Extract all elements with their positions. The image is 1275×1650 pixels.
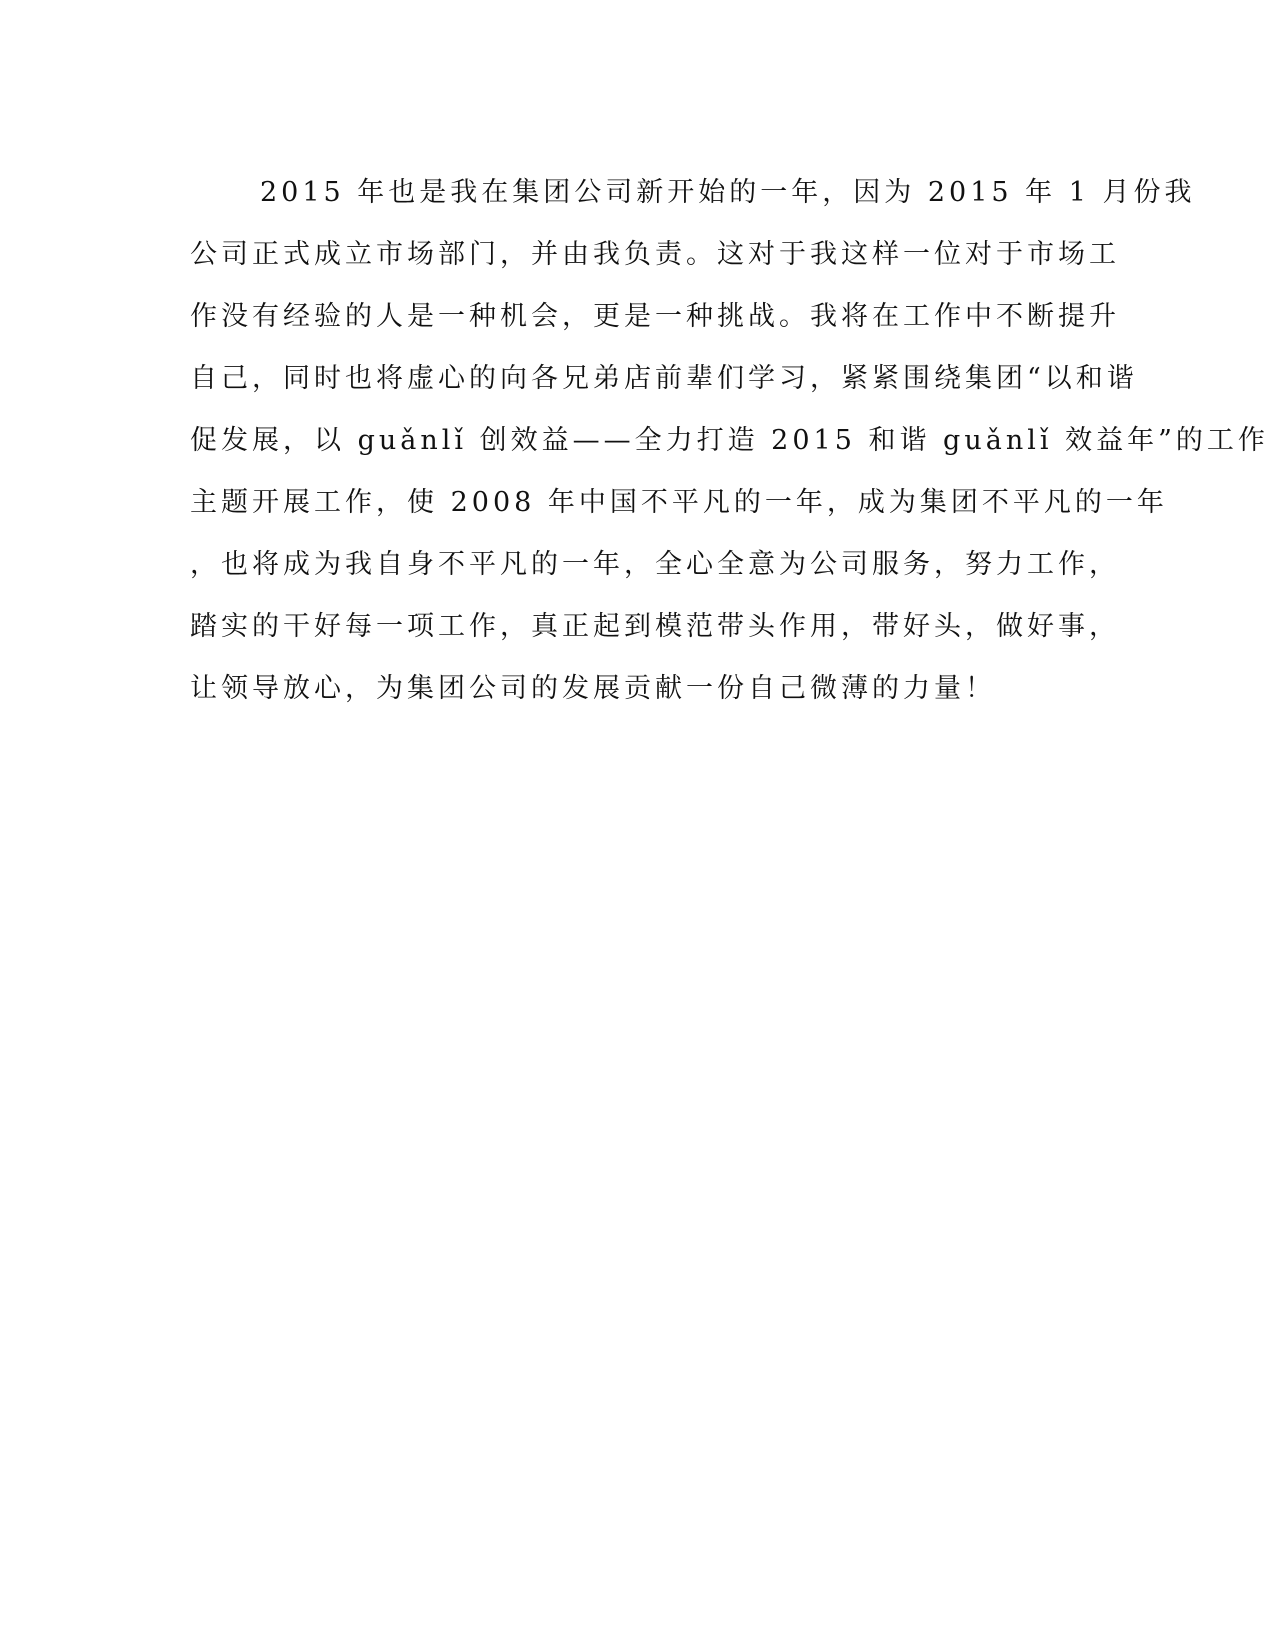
body-paragraph — [190, 162, 1269, 720]
paragraph-line: ，也将成为我自身不平凡的一年，全心全意为公司服务，努力工作， — [190, 549, 1120, 580]
paragraph-line: 踏实的干好每一项工作，真正起到模范带头作用，带好头，做好事， — [190, 611, 1120, 642]
paragraph-line: 作没有经验的人是一种机会，更是一种挑战。我将在工作中不断提升 — [190, 301, 1120, 332]
paragraph-line: 自己，同时也将虚心的向各兄弟店前辈们学习，紧紧围绕集团“以和谐 — [190, 363, 1138, 394]
paragraph-line: 促发展，以 guǎnlǐ 创效益——全力打造 2015 和谐 guǎnlǐ 效益年”的工作 — [190, 425, 1269, 456]
paragraph-line: 2015 年也是我在集团公司新开始的一年，因为 2015 年 1 月份我 — [260, 177, 1196, 208]
paragraph-line: 让领导放心，为集团公司的发展贡献一份自己微薄的力量！ — [190, 673, 996, 704]
paragraph-line: 公司正式成立市场部门，并由我负责。这对于我这样一位对于市场工 — [190, 239, 1120, 270]
paragraph-line: 主题开展工作，使 2008 年中国不平凡的一年，成为集团不平凡的一年 — [190, 487, 1168, 518]
